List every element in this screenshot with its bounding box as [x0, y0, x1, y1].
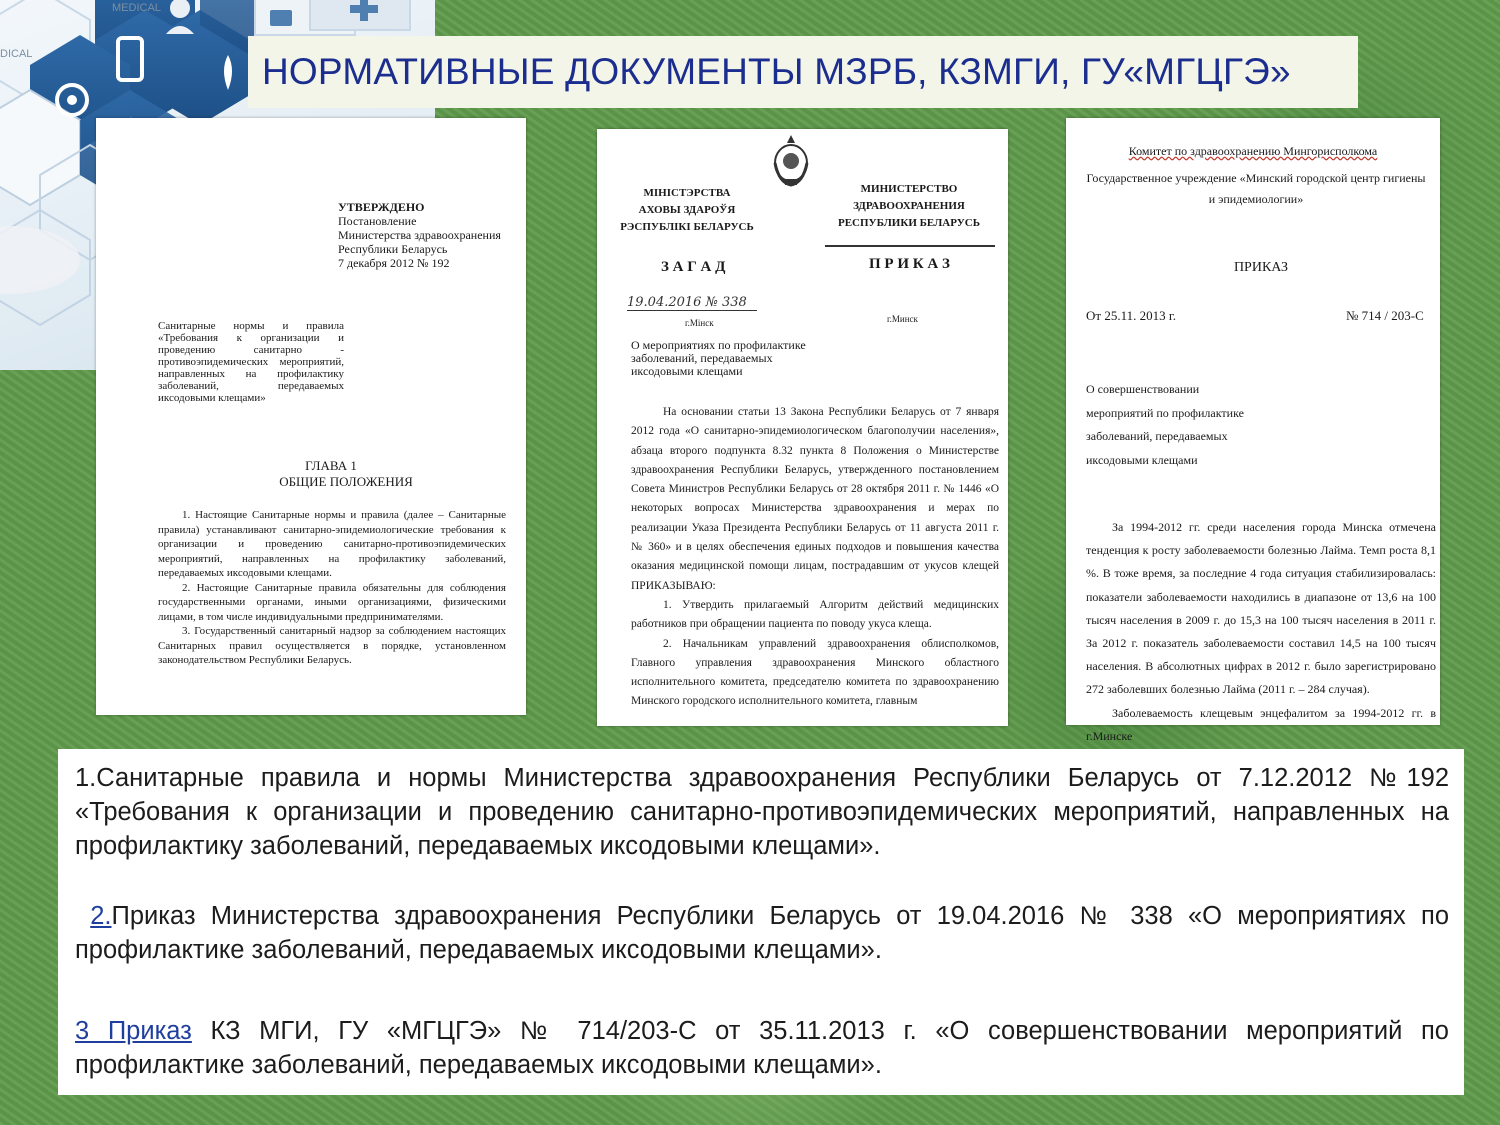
medical-label-cut: DICAL: [0, 48, 33, 60]
header-divider: [825, 245, 995, 247]
approval-block: [338, 200, 518, 270]
list-item-3: [75, 1014, 1449, 1082]
approval-republic: Республики Беларусь: [338, 242, 448, 256]
kit-icon: [270, 10, 292, 26]
list-item-2-number: 2.: [90, 902, 112, 930]
doc1-subject: Санитарные нормы и правила «Требования к организации и проведению санитарно - противоэпидемических мероприятий, направленных на профилактику заболеваний, передаваемых иксодовыми клещами»: [158, 320, 344, 404]
handwritten-date-number: 19.04.2016 № 338: [627, 295, 757, 311]
list-item-2-text: Приказ Министерства здравоохранения Республики Беларусь от 19.04.2016 № 338 «О мероприятиях по профилактике заболеваний, передаваемых иксодовыми клещами».: [75, 902, 1449, 964]
zagad-label: З А Г А Д: [661, 259, 726, 275]
belarusian-ministry-header: [607, 185, 767, 236]
document-image-committee-order: [1066, 118, 1440, 743]
document-image-sanitary-rules: [96, 118, 526, 715]
list-item-3-text: КЗ МГИ, ГУ «МГЦГЭ» № 714/203-С от 35.11.2013 г. «О совершенствовании мероприятий по профилактике заболеваний, передаваемых иксодовыми клещами».: [75, 1017, 1449, 1079]
list-item-3-number: 3 Приказ: [75, 1017, 192, 1045]
doc2-preamble: На основании статьи 13 Закона Республики Беларусь от 7 января 2012 года «О санитарно-эпидемиологическом благополучии населения», абзаца второго подпункта 8.32 пункта 8 Положения о Министерстве здравоохранения Республики Беларусь, утвержденного постановлением Совета Министров Республики Беларусь от 28 октября 2011 г. № 1446 «О некоторых вопросах Министерства здравоохранения и мерах по реализации Указа Президента Республики Беларусь от 11 августа 2011 г. № 360» и в целях обеспечения единых подходов и повышения качества оказания медицинской помощи лицам, пострадавшим от укусов клещей ПРИКАЗЫВАЮ:: [631, 406, 999, 592]
state-emblem-icon: [769, 133, 813, 189]
page-title: НОРМАТИВНЫЕ ДОКУМЕНТЫ МЗРБ, КЗМГИ, ГУ«МГЦГЭ»: [262, 51, 1291, 92]
doc3-subject-line-3: заболеваний, передаваемых: [1086, 429, 1228, 443]
left-head-line-1: МІНІСТЭРСТВА: [643, 187, 731, 199]
doc3-number: № 714 / 203-С: [1346, 308, 1424, 323]
approval-date: 7 декабря 2012 № 192: [338, 256, 450, 270]
doc2-item-2: 2. Начальникам управлений здравоохранения облисполкомов, Главного управления здравоохранения Минского областного исполнительного комитета, председателю комитета по здравоохранению Минского городского исполнительного комитета, главным: [631, 637, 999, 708]
committee-name: Комитет по здравоохранению Мингорисполкома: [1128, 144, 1378, 158]
chapter-number: ГЛАВА 1: [305, 458, 357, 473]
list-item-1: 1.Санитарные правила и нормы Министерства здравоохранения Республики Беларусь от 7.12.2012 №192 «Требования к организации и проведению санитарно-противоэпидемических мероприятий, направленных на профилактику заболеваний, передаваемых иксодовыми клещами».: [75, 764, 1449, 860]
doc3-paragraph-1: За 1994-2012 гг. среди населения города Минска отмечена тенденция к росту заболеваемости болезнью Лайма. Темп роста 8,1 %. В тоже время, за последние 4 года ситуация стабилизировалась: показатели заболеваемости находились в диапазоне от 13,6 на 100 тысяч населения в 2009 г. до 15,3 на 100 тысяч населения в 2011 г. За 2012 г. показатель заболеваемости составил 14,5 на 100 тысяч населения. В абсолютных цифрах в 2012 г. было зарегистрировано 272 заболевших болезнью Лайма (2011 г. – 284 случая).: [1086, 520, 1436, 697]
doc3-prikaz: ПРИКАЗ: [1233, 260, 1289, 275]
doc1-body: [158, 508, 506, 668]
left-head-line-3: РЭСПУБЛІКІ БЕЛАРУСЬ: [620, 221, 754, 233]
doc3-subject-line-1: О совершенствовании: [1086, 382, 1200, 396]
approval-resolution: Постановление: [338, 214, 417, 228]
doc2-item-1: 1. Утвердить прилагаемый Алгоритм действий медицинских работников при обращении пациента по поводу укуса клеща.: [631, 598, 999, 631]
doc1-paragraph-3: 3. Государственный санитарный надзор за соблюдением настоящих Санитарных правил осуществляется в порядке, установленном законодательством Республики Беларусь.: [158, 625, 506, 666]
approval-ministry: Министерства здравоохранения: [338, 228, 501, 242]
medical-label: MEDICAL: [112, 2, 161, 14]
left-head-line-2: АХОВЫ ЗДАРОЎЯ: [638, 204, 736, 216]
list-item-2: [75, 899, 1449, 967]
doc3-subject-line-4: иксодовыми клещами: [1086, 452, 1198, 467]
right-head-line-3: РЕСПУБЛИКИ БЕЛАРУСЬ: [837, 217, 980, 229]
doc3-subject: [1086, 378, 1306, 472]
chapter-title: ОБЩИЕ ПОЛОЖЕНИЯ: [279, 474, 413, 489]
documents-list: [58, 749, 1464, 1095]
right-head-line-1: МИНИСТЕРСТВО: [860, 183, 958, 195]
city-left: г.Мінск: [685, 318, 714, 328]
doc1-paragraph-2: 2. Настоящие Санитарные правила обязательны для соблюдения государственными органами, иными организациями, физическими лицами, в том числе индивидуальными предпринимателями.: [158, 581, 506, 623]
institution-name: Государственное учреждение «Минский городской центр гигиены и эпидемиологии»: [1086, 171, 1426, 206]
prikaz-label: П Р И К А З: [869, 256, 950, 272]
doc1-paragraph-1: 1. Настоящие Санитарные нормы и правила (далее – Санитарные правила) устанавливают санитарно-эпидемиологические требования к организации и проведению санитарно-противоэпидемических мероприятий, направленных на профилактику заболеваний, передаваемых иксодовыми клещами.: [158, 509, 506, 579]
city-right: г.Минск: [887, 314, 918, 324]
title-banner: [248, 36, 1358, 108]
doc3-body: [1086, 516, 1436, 748]
doc3-date: От 25.11. 2013 г.: [1086, 308, 1176, 323]
russian-ministry-header: [829, 181, 989, 232]
approval-heading: УТВЕРЖДЕНО: [338, 200, 425, 214]
doc2-subject: О мероприятиях по профилактике заболеваний, передаваемых иксодовыми клещами: [631, 338, 806, 378]
doc3-paragraph-2: Заболеваемость клещевым энцефалитом за 1994-2012 гг. в г.Минске: [1086, 705, 1436, 743]
document-image-ministry-order: [597, 129, 1008, 726]
doc3-subject-line-2: мероприятий по профилактике: [1086, 405, 1244, 420]
doc2-body: [631, 403, 999, 712]
right-head-line-2: ЗДРАВООХРАНЕНИЯ: [853, 200, 965, 212]
